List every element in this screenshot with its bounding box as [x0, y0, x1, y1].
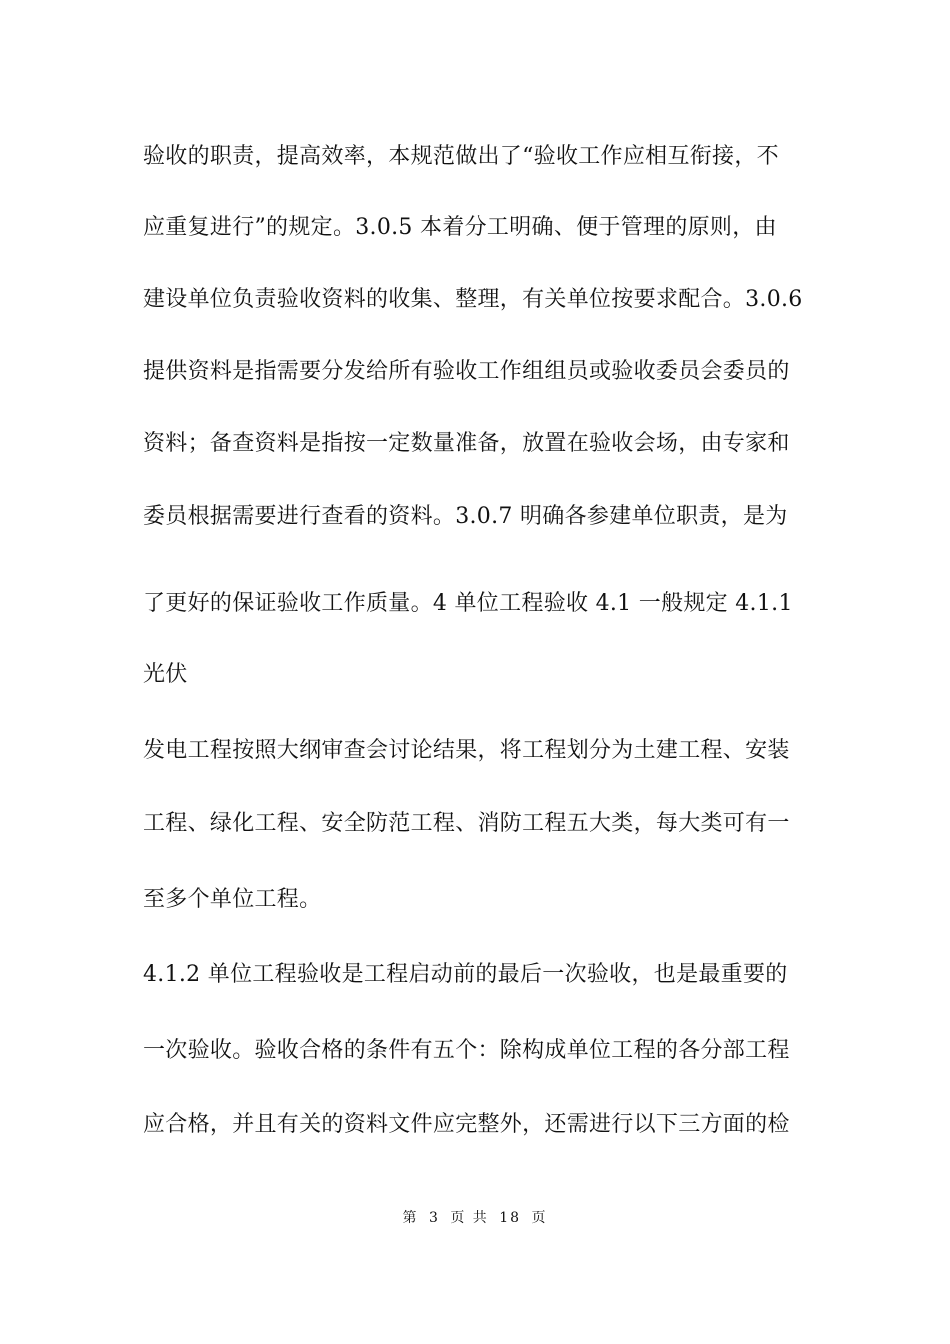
text-line-3: 建设单位负责验收资料的收集、整理，有关单位按要求配合。3.0.6 — [143, 287, 803, 312]
text-line-7: 了更好的保证验收工作质量。4 单位工程验收 4.1 一般规定 4.1.1 — [143, 591, 793, 616]
text-line-6: 委员根据需要进行查看的资料。3.0.7 明确各参建单位职责，是为 — [143, 504, 788, 529]
text-line-9: 发电工程按照大纲审查会讨论结果，将工程划分为土建工程、安装 — [143, 738, 790, 763]
footer-suffix: 页 — [531, 1210, 548, 1226]
text-line-13: 一次验收。验收合格的条件有五个：除构成单位工程的各分部工程 — [143, 1038, 790, 1063]
footer-total-pages: 18 — [499, 1210, 522, 1226]
footer-middle: 页 共 — [450, 1210, 489, 1226]
text-line-10: 工程、绿化工程、安全防范工程、消防工程五大类，每大类可有一 — [143, 811, 790, 836]
text-line-12: 4.1.2 单位工程验收是工程启动前的最后一次验收，也是最重要的 — [143, 962, 788, 987]
text-line-4: 提供资料是指需要分发给所有验收工作组组员或验收委员会委员的 — [143, 359, 790, 384]
footer-current-page: 3 — [428, 1210, 440, 1226]
text-line-8: 光伏 — [143, 662, 188, 687]
text-line-1: 验收的职责，提高效率，本规范做出了“验收工作应相互衔接，不 — [143, 144, 779, 169]
footer-prefix: 第 — [402, 1210, 419, 1226]
text-line-2: 应重复进行”的规定。3.0.5 本着分工明确、便于管理的原则，由 — [143, 215, 777, 240]
text-line-5: 资料；备查资料是指按一定数量准备，放置在验收会场，由专家和 — [143, 431, 790, 456]
text-line-14: 应合格，并且有关的资料文件应完整外，还需进行以下三方面的检 — [143, 1112, 790, 1137]
text-line-11: 至多个单位工程。 — [143, 887, 322, 912]
page-footer — [0, 1208, 950, 1228]
